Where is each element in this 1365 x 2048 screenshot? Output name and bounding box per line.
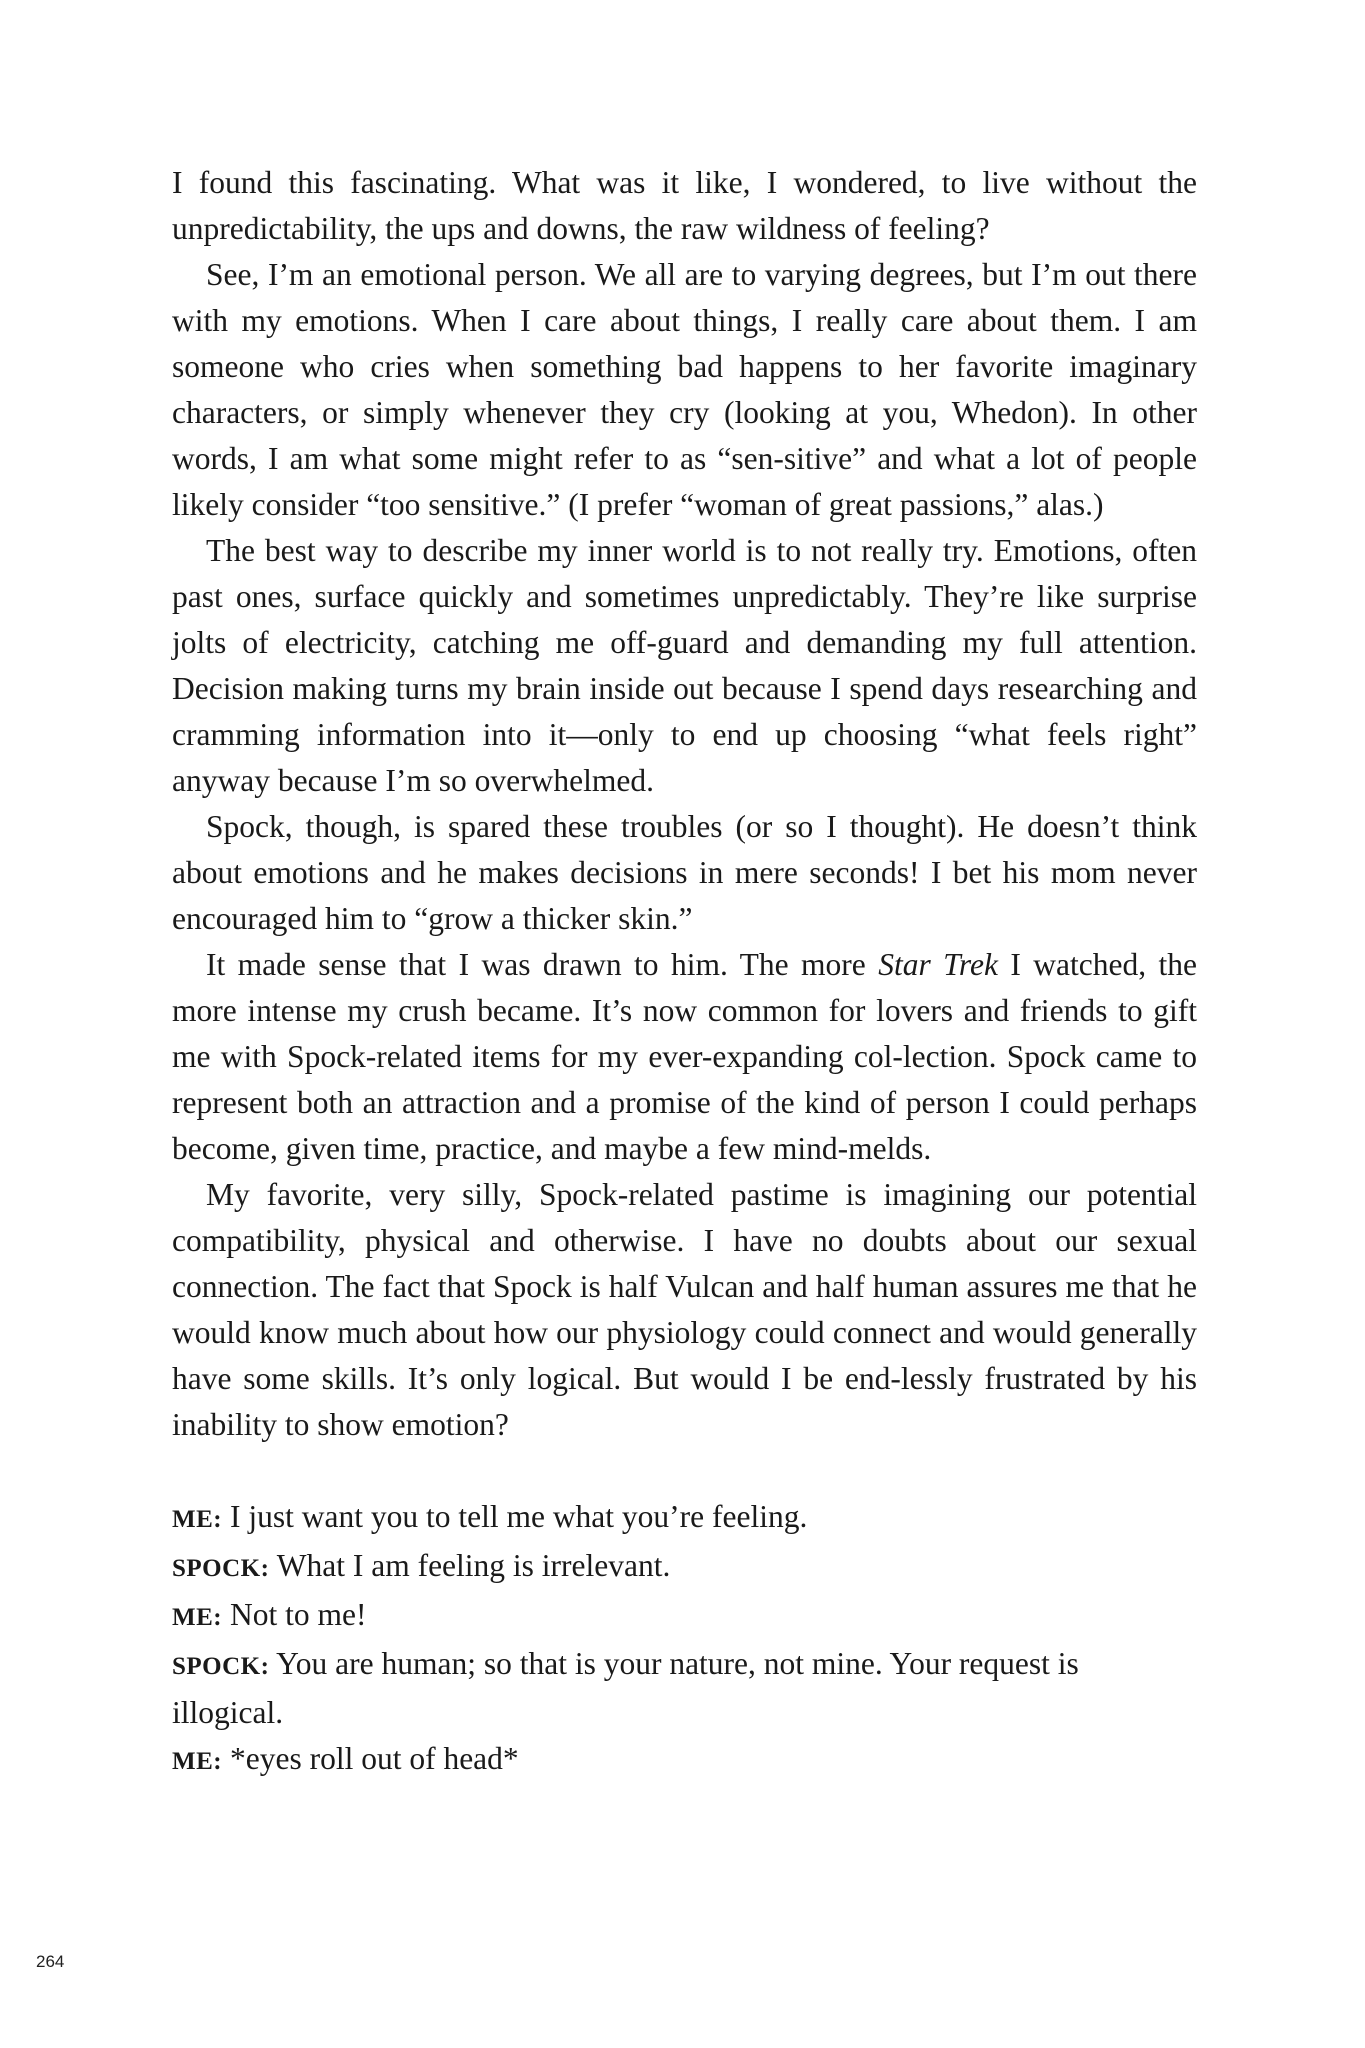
paragraph (172, 1172, 1197, 1448)
dialogue-line (172, 1736, 1197, 1785)
dialogue-line (172, 1641, 1197, 1736)
speaker-label: ME: (172, 1604, 223, 1631)
speaker-label: SPOCK: (172, 1555, 270, 1582)
paragraph-text: Spock, though, is spared these troubles (or so I thought). He doesn’t think about emotions and he makes decisions in mere seconds! I bet his mom never encouraged him to “grow a thicker skin.” (172, 809, 1197, 936)
dialogue-text: What I am feeling is irrelevant. (276, 1548, 671, 1583)
dialogue-line (172, 1494, 1197, 1543)
page-number: 264 (36, 1952, 65, 1971)
italic-title-text: Star Trek (878, 947, 998, 982)
paragraph-text: My favorite, very silly, Spock-related pastime is imagining our potential compatibility, physical and otherwise. I have no doubts about our sexual connection. The fact that Spock is half Vulcan and half human assures me that he would know much about how our physiology could connect and would generally have some skills. It’s only logical. But would I be end-lessly frustrated by his inability to show emotion? (172, 1177, 1197, 1442)
paragraph (172, 252, 1197, 528)
dialogue (172, 1494, 1197, 1785)
body-text (172, 160, 1197, 1785)
dialogue-text: *eyes roll out of head* (229, 1741, 519, 1776)
paragraph (172, 528, 1197, 804)
paragraph (172, 804, 1197, 942)
speaker-label: SPOCK: (172, 1653, 270, 1680)
paragraphs (172, 160, 1197, 1448)
speaker-label: ME: (172, 1748, 223, 1775)
paragraph (172, 160, 1197, 252)
dialogue-line (172, 1592, 1197, 1641)
dialogue-text: I just want you to tell me what you’re feeling. (229, 1499, 808, 1534)
paragraph-text: It made sense that I was drawn to him. The more (206, 947, 879, 982)
speaker-label: ME: (172, 1506, 223, 1533)
paragraph-text: I watched, the more intense my crush became. It’s now common for lovers and friends to gift me with Spock-related items for my ever-expanding col-lection. Spock came to represent both an attraction and a promise of the kind of person I could perhaps become, given time, practice, and maybe a few mind-melds. (172, 947, 1198, 1166)
paragraph-text: I found this fascinating. What was it like, I wondered, to live without the unpredictability, the ups and downs, the raw wildness of feeling? (172, 165, 1197, 246)
paragraph-text: See, I’m an emotional person. We all are to varying degrees, but I’m out there with my emotions. When I care about things, I really care about them. I am someone who cries when something bad happens to her favorite imaginary characters, or simply whenever they cry (looking at you, Whedon). In other words, I am what some might refer to as “sen-sitive” and what a lot of people likely consider “too sensitive.” (I prefer “woman of great passions,” alas.) (172, 257, 1197, 522)
dialogue-line (172, 1543, 1197, 1592)
dialogue-text: You are human; so that is your nature, not mine. Your request is illogical. (172, 1646, 1079, 1730)
dialogue-text: Not to me! (229, 1597, 367, 1632)
paragraph-text: The best way to describe my inner world is to not really try. Emotions, often past ones, surface quickly and sometimes unpredictably. They’re like surprise jolts of electricity, catching me off-guard and demanding my full attention. Decision making turns my brain inside out because I spend days researching and cramming information into it—only to end up choosing “what feels right” anyway because I’m so overwhelmed. (172, 533, 1197, 798)
paragraph (172, 942, 1197, 1172)
